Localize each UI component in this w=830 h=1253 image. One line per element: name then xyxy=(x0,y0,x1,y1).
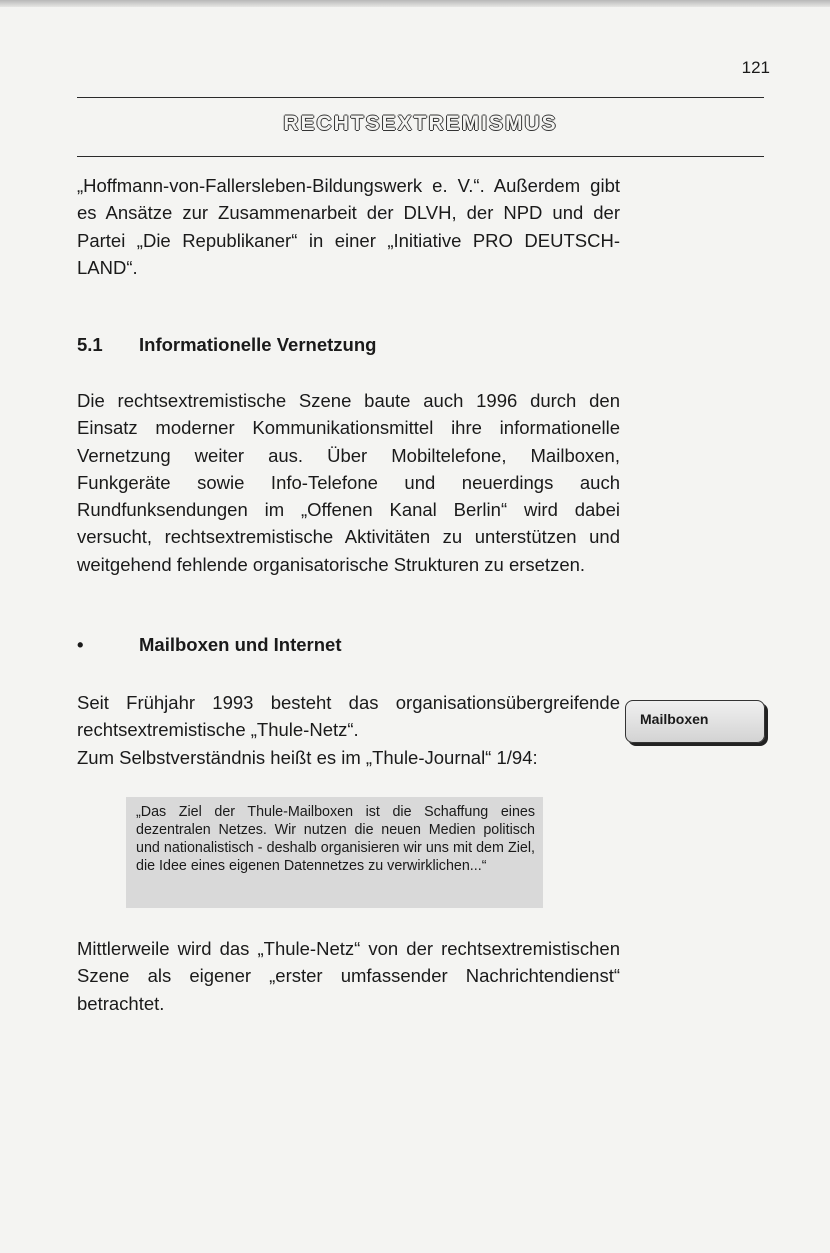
section-title: Informationelle Vernetzung xyxy=(139,334,377,355)
header-rule-top xyxy=(77,97,764,98)
quote-text: „Das Ziel der Thule-Mailboxen ist die Schaffung eines dezentralen Netzes. Wir nutzen die neuen Medien politisch und nationalistisch - deshalb organisieren wir uns mit dem Ziel, die Idee eines eigenen Datennetzes zu verwirklichen...“ xyxy=(136,804,535,874)
header-rule-bottom xyxy=(77,156,764,157)
margin-tag-mailboxen xyxy=(625,700,765,743)
bullet-heading xyxy=(77,634,341,656)
quote-box xyxy=(126,797,543,908)
page-number: 121 xyxy=(741,58,770,77)
bullet-marker: • xyxy=(77,634,84,655)
bullet-title: Mailboxen und Internet xyxy=(139,634,342,655)
bullet-paragraph: Seit Frühjahr 1993 besteht das organisationsübergreifende rechtsextremistische „Thule-Netz“. xyxy=(77,692,620,741)
section-heading xyxy=(77,334,376,356)
bullet-paragraph-block xyxy=(77,689,620,771)
margin-tag-label: Mailboxen xyxy=(640,711,709,727)
intro-paragraph: „Hoffmann-von-Fallersleben-Bildungswerk e. V.“. Außerdem gibt es Ansätze zur Zusammenarbeit der DLVH, der NPD und der Partei „Die Republikaner“ in einer „Initiative PRO DEUTSCH-LAND“. xyxy=(77,175,620,278)
running-head: RECHTSEXTREMISMUS xyxy=(283,112,558,135)
section-number: 5.1 xyxy=(77,334,103,355)
section-paragraph: Die rechtsextremistische Szene baute auch 1996 durch den Einsatz moderner Kommunikationsmittel ihre informationelle Vernetzung weiter aus. Über Mobiltelefone, Mailboxen, Funkgeräte sowie Info-Telefone und neuerdings auch Rundfunksendungen im „Offenen Kanal Berlin“ wird dabei versucht, rechtsextremistische Aktivitäten zu unterstützen und weitgehend fehlende organisatorische Strukturen zu ersetzen. xyxy=(77,390,620,575)
page-top-edge xyxy=(0,0,830,7)
bullet-paragraph-2: Zum Selbstverständnis heißt es im „Thule-Journal“ 1/94: xyxy=(77,746,538,768)
closing-paragraph: Mittlerweile wird das „Thule-Netz“ von der rechtsextremistischen Szene als eigener „erster umfassender Nachrichtendienst“ betrachtet. xyxy=(77,938,620,1014)
